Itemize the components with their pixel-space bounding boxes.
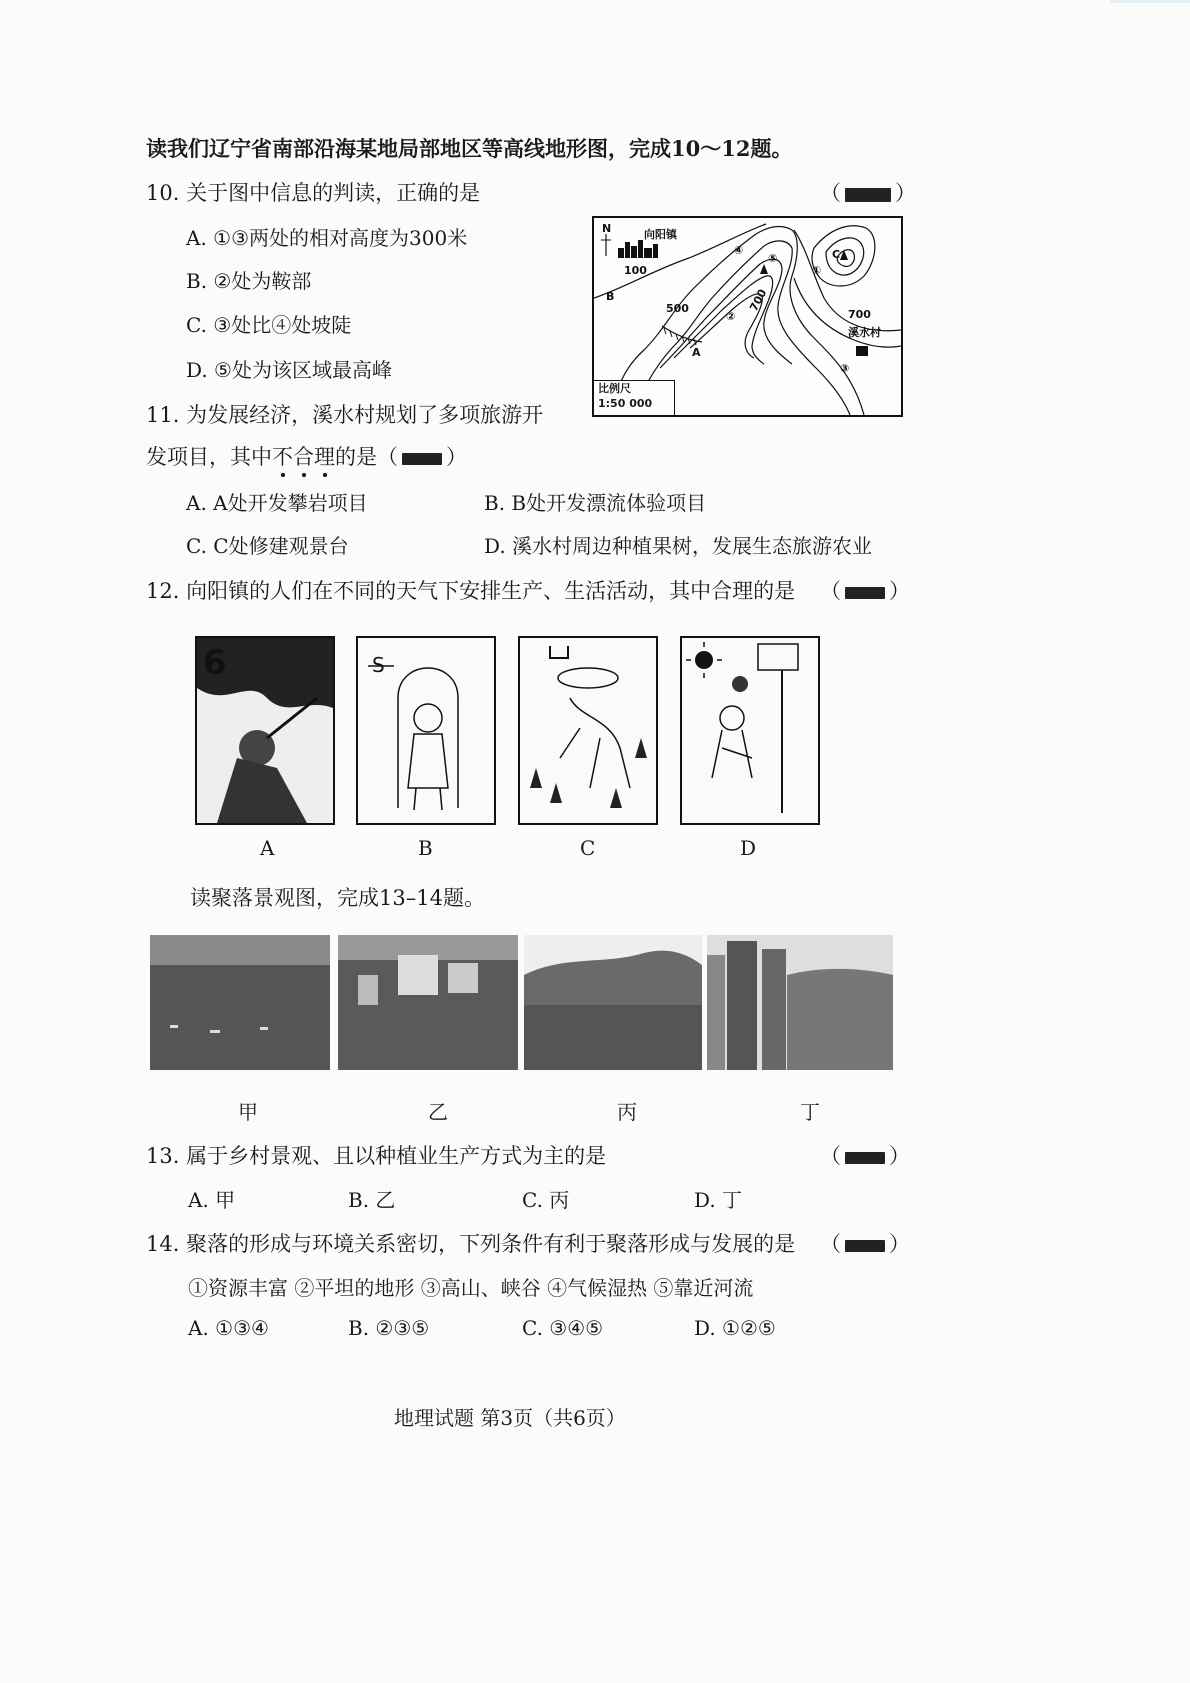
photo-label-bing: 丙 [617, 1100, 637, 1124]
peak-5-icon [760, 264, 768, 274]
q14-conditions: ①资源丰富 ②平坦的地形 ③高山、峡谷 ④气候湿热 ⑤靠近河流 [188, 1276, 754, 1300]
point-c-label: C [832, 248, 841, 261]
contour-map [592, 216, 903, 417]
q10-option-a: A. ①③两处的相对高度为300米 [186, 226, 468, 250]
q14-option-a: A. ①③④ [188, 1316, 269, 1340]
point-a-label: A [692, 346, 701, 359]
question-10-stem: 10. 关于图中信息的判读，正确的是 [146, 181, 481, 205]
scale-value: 1:50 000 [598, 397, 653, 410]
q14-option-b: B. ②③⑤ [348, 1316, 430, 1340]
photo-label-jia: 甲 [238, 1100, 258, 1124]
point-2-label: ② [726, 310, 736, 323]
basketball-icon [732, 676, 748, 692]
sun-icon [695, 651, 713, 669]
contour-700b-label: 700 [848, 308, 871, 321]
settlement-photo-yi [338, 935, 518, 1070]
intro-text-2: 读聚落景观图，完成13–14题。 [190, 886, 485, 910]
q11-option-b: B. B处开发漂流体验项目 [484, 491, 707, 515]
intro-text-1: 读我们辽宁省南部沿海某地局部地区等高线地形图，完成10～12题。 [146, 136, 793, 161]
weather-picture-b [356, 636, 496, 825]
weather-picture-d [680, 636, 820, 825]
contour-500-label: 500 [666, 302, 689, 315]
redacted-answer [845, 1240, 885, 1252]
wind-symbol-icon: S [372, 653, 385, 677]
point-3-label: ③ [840, 362, 850, 375]
peak-icon [840, 250, 848, 260]
contour-100-label: 100 [624, 264, 647, 277]
point-5-label: ⑤ [768, 252, 778, 265]
point-4-label: ④ [734, 244, 744, 257]
settlement-photo-jia [150, 935, 330, 1070]
photo-label-ding: 丁 [800, 1100, 820, 1124]
svg-text:6: 6 [203, 643, 227, 683]
point-b-label: B [606, 290, 615, 303]
question-12-stem: 12. 向阳镇的人们在不同的天气下安排生产、生活活动，其中合理的是 [146, 579, 796, 603]
q14-option-c: C. ③④⑤ [522, 1316, 604, 1340]
redacted-answer [845, 587, 885, 599]
weather-picture-a [195, 636, 335, 825]
question-12-answer: （ ） [820, 579, 910, 603]
scale-box [594, 380, 675, 415]
town-icon [618, 240, 658, 258]
emphasis-char: 理 [314, 445, 335, 469]
q14-option-d: D. ①②⑤ [694, 1316, 776, 1340]
question-14-stem: 14. 聚落的形成与环境关系密切，下列条件有利于聚落形成与发展的是 [146, 1232, 796, 1256]
q10-option-c: C. ③处比④处坡陡 [186, 313, 352, 337]
settlement-photo-ding [707, 935, 893, 1070]
question-11-stem-line2: 发项目，其中不合理的是（ ） [146, 445, 467, 469]
scale-title: 比例尺 [598, 382, 631, 395]
emphasis-char: 不 [272, 445, 293, 469]
town-label: 向阳镇 [644, 228, 677, 241]
question-10-answer: （ ） [820, 181, 916, 205]
village-icon [856, 346, 868, 356]
question-14-answer: （ ） [820, 1232, 910, 1256]
q11-option-c: C. C处修建观景台 [186, 534, 349, 558]
village-label: 溪水村 [848, 326, 881, 339]
q13-option-a: A. 甲 [188, 1188, 236, 1212]
weather-picture-c [518, 636, 658, 825]
q11-option-d: D. 溪水村周边种植果树，发展生态旅游农业 [484, 534, 873, 558]
contour-700a-label: 700 [747, 287, 770, 314]
settlement-photo-bing [524, 935, 702, 1070]
q11-option-a: A. A处开发攀岩项目 [186, 491, 368, 515]
picture-label-a: A [260, 836, 275, 860]
picture-label-b: B [418, 836, 433, 860]
redacted-answer [845, 188, 891, 202]
question-11-stem-line1: 11. 为发展经济，溪水村规划了多项旅游开 [146, 403, 544, 427]
redacted-answer [402, 453, 442, 465]
picture-label-d: D [740, 836, 757, 860]
q10-option-d: D. ⑤处为该区域最高峰 [186, 358, 392, 382]
q10-option-b: B. ②处为鞍部 [186, 269, 312, 293]
point-1-label: ① [812, 264, 822, 277]
picture-label-c: C [580, 836, 596, 860]
q13-option-c: C. 丙 [522, 1188, 570, 1212]
redacted-answer [845, 1152, 885, 1164]
q13-option-d: D. 丁 [694, 1188, 743, 1212]
photo-label-yi: 乙 [428, 1100, 448, 1124]
q13-option-b: B. 乙 [348, 1188, 396, 1212]
north-label: N [602, 222, 612, 235]
question-13-stem: 13. 属于乡村景观、且以种植业生产方式为主的是 [146, 1144, 607, 1168]
page-footer: 地理试题 第3页（共6页） [394, 1406, 626, 1430]
scan-edge-mark [1110, 0, 1190, 3]
emphasis-char: 合 [293, 445, 314, 469]
question-13-answer: （ ） [820, 1144, 910, 1168]
